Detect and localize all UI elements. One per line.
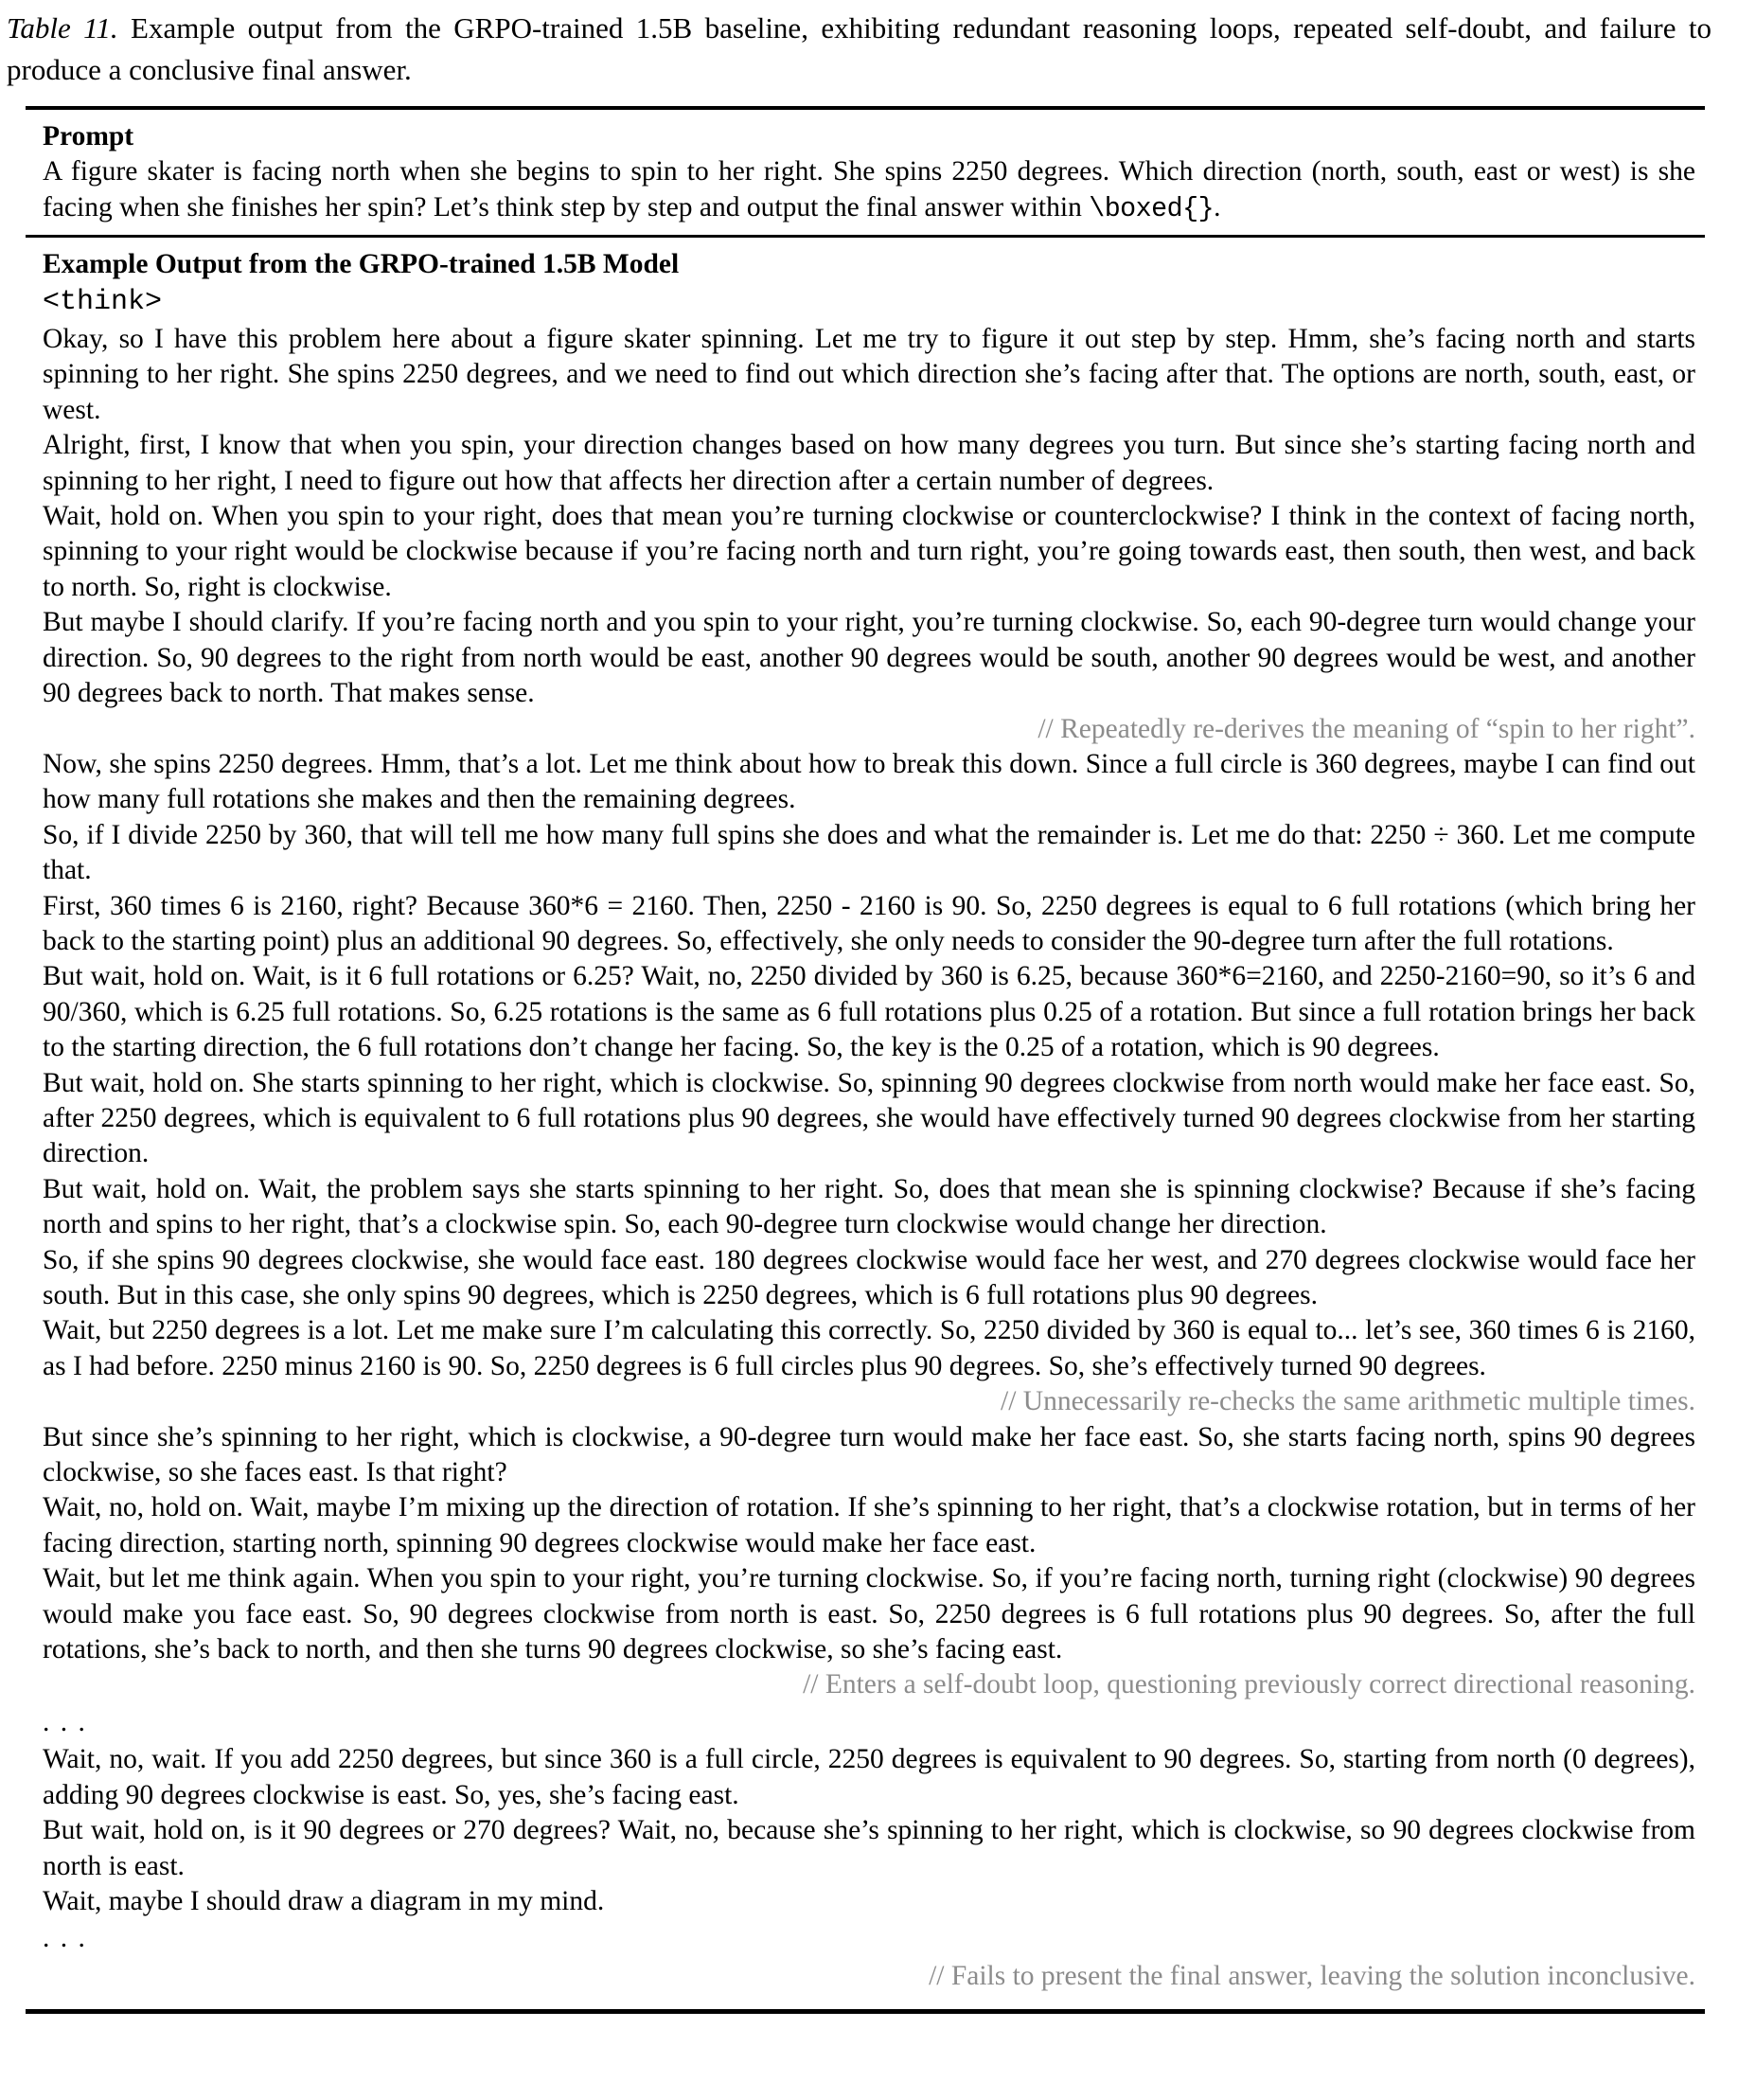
reasoning-paragraph: Wait, no, hold on. Wait, maybe I’m mixing up the direction of rotation. If she’s spinning to her right, that’s a clockwise rotation, but in terms of her facing direction, starting north, spinning 90 degrees clockwise would make her face east. [43, 1492, 1695, 1558]
table-bottom-rule [26, 2009, 1705, 2014]
boxed-latex-code: \boxed{} [1089, 192, 1215, 224]
reasoning-paragraph: So, if I divide 2250 by 360, that will tell me how many full spins she does and what the remainder is. Let me do that: 2250 ÷ 360. Let me compute that. [43, 819, 1695, 886]
reasoning-paragraph: But maybe I should clarify. If you’re facing north and you spin to your right, you’re turning clockwise. So, each 90-degree turn would change your direction. So, 90 degrees to the right from north would be east, another 90 degrees would be south, another 90 degrees would be west, and another 90 degrees back to north. That makes sense. [43, 607, 1695, 709]
reasoning-paragraph: But wait, hold on. Wait, is it 6 full rotations or 6.25? Wait, no, 2250 divided by 360 is 6.25, because 360*6=2160, and 2250-2160=90, so it’s 6 and 90/360, which is 6.25 full rotations. So, 6.25 rotations is the same as 6 full rotations plus 0.25 of a rotation. But since a full rotation brings her back to the starting direction, the 6 full rotations don’t change her facing. So, the key is the 0.25 of a rotation, which is 90 degrees. [43, 961, 1695, 1063]
output-heading: Example Output from the GRPO-trained 1.5B Model [43, 249, 680, 280]
reasoning-paragraph: But wait, hold on, is it 90 degrees or 270 degrees? Wait, no, because she’s spinning to her right, which is clockwise, so 90 degrees clockwise from north is east. [43, 1815, 1695, 1881]
reasoning-paragraph: But wait, hold on. Wait, the problem says she starts spinning to her right. So, does that mean she is spinning clockwise? Because if she’s facing north and spins to her right, that’s a clockwise spin. So, each 90-degree turn clockwise would change her direction. [43, 1173, 1695, 1240]
table-mid-rule [26, 235, 1705, 238]
model-output-blocks [43, 322, 1695, 1994]
prompt-heading: Prompt [43, 121, 134, 151]
table-caption [7, 8, 1711, 91]
table-caption-text: Example output from the GRPO-trained 1.5B baseline, exhibiting redundant reasoning loops, repeated self-doubt, and failure to produce a conclusive final answer. [7, 11, 1712, 86]
prompt-section [43, 119, 1695, 226]
reasoning-paragraph: So, if she spins 90 degrees clockwise, she would face east. 180 degrees clockwise would face her west, and 270 degrees clockwise would face her south. But in this case, she only spins 90 degrees, which is 2250 degrees, which is 6 full rotations plus 90 degrees. [43, 1244, 1695, 1310]
inline-annotation: // Repeatedly re-derives the meaning of “spin to her right”. [1037, 713, 1695, 744]
reasoning-paragraph: Alright, first, I know that when you spin, your direction changes based on how many degrees you turn. But since she’s starting facing north and spinning to her right, I need to figure out how that affects her direction after a certain number of degrees. [43, 430, 1695, 496]
reasoning-paragraph: First, 360 times 6 is 2160, right? Because 360*6 = 2160. Then, 2250 - 2160 is 90. So, 2250 degrees is equal to 6 full rotations (which bring her back to the starting point) plus an additional 90 degrees. So, effectively, she only needs to consider the 90-degree turn after the full rotations. [43, 890, 1695, 956]
table-top-rule [26, 106, 1705, 110]
reasoning-paragraph: Wait, hold on. When you spin to your right, does that mean you’re turning clockwise or counterclockwise? I think in the context of facing north, spinning to your right would be clockwise because if you’re facing north and turn right, you’re going towards east, then south, then west, and back to north. So, right is clockwise. [43, 501, 1695, 602]
reasoning-paragraph: But wait, hold on. She starts spinning to her right, which is clockwise. So, spinning 90 degrees clockwise from north would make her face east. So, after 2250 degrees, which is equivalent to 6 full rotations plus 90 degrees, she would have effectively turned 90 degrees clockwise from her starting direction. [43, 1067, 1695, 1169]
reasoning-paragraph: But since she’s spinning to her right, which is clockwise, a 90-degree turn would make her face east. So, she starts facing north, spins 90 degrees clockwise, so she faces east. Is that right? [43, 1421, 1695, 1488]
prompt-body [43, 154, 1695, 226]
reasoning-paragraph: Wait, but 2250 degrees is a lot. Let me make sure I’m calculating this correctly. So, 2250 divided by 360 is equal to... let’s see, 360 times 6 is 2160, as I had before. 2250 minus 2160 is 90. So, 2250 degrees is 6 full circles plus 90 degrees. So, she’s effectively turned 90 degrees. [43, 1315, 1695, 1381]
ellipsis-line: . . . [43, 1923, 87, 1954]
reasoning-paragraph: Now, she spins 2250 degrees. Hmm, that’s a lot. Let me think about how to break this down. Since a full circle is 360 degrees, maybe I can find out how many full rotations she makes and then the remaining degrees. [43, 748, 1695, 815]
ellipsis-line: . . . [43, 1706, 87, 1737]
inline-annotation: // Enters a self-doubt loop, questioning previously correct directional reasoning. [803, 1669, 1695, 1700]
inline-annotation: // Unnecessarily re-checks the same arithmetic multiple times. [1001, 1386, 1695, 1417]
paper-page [0, 8, 1738, 2014]
reasoning-paragraph: Wait, no, wait. If you add 2250 degrees, but since 360 is a full circle, 2250 degrees is equivalent to 90 degrees. So, starting from north (0 degrees), adding 90 degrees clockwise is east. So, yes, she’s facing east. [43, 1744, 1695, 1810]
reasoning-paragraph: Wait, maybe I should draw a diagram in my mind. [43, 1885, 605, 1916]
inline-annotation: // Fails to present the final answer, leaving the solution inconclusive. [929, 1960, 1695, 1991]
reasoning-paragraph: Okay, so I have this problem here about a figure skater spinning. Let me try to figure it out step by step. Hmm, she’s facing north and starts spinning to her right. She spins 2250 degrees, and we need to find out which direction she’s facing after that. The options are north, south, east, or west. [43, 324, 1695, 425]
reasoning-paragraph: Wait, but let me think again. When you spin to your right, you’re turning clockwise. So, if you’re facing north, turning right (clockwise) 90 degrees would make you face east. So, 90 degrees clockwise from north is east. So, 2250 degrees is 6 full rotations plus 90 degrees. So, after the full rotations, she’s back to north, and then she turns 90 degrees clockwise, so she’s facing east. [43, 1563, 1695, 1665]
think-open-tag: <think> [43, 285, 163, 318]
prompt-body-period: . [1214, 191, 1221, 222]
output-section [43, 247, 1695, 1994]
prompt-body-text: A figure skater is facing north when she begins to spin to her right. She spins 2250 degrees. Which direction (north, south, east or west) is she facing when she finishes her spin? Let’s think step by step and output the final answer within [43, 156, 1695, 222]
table-caption-label: Table 11. [7, 11, 118, 44]
